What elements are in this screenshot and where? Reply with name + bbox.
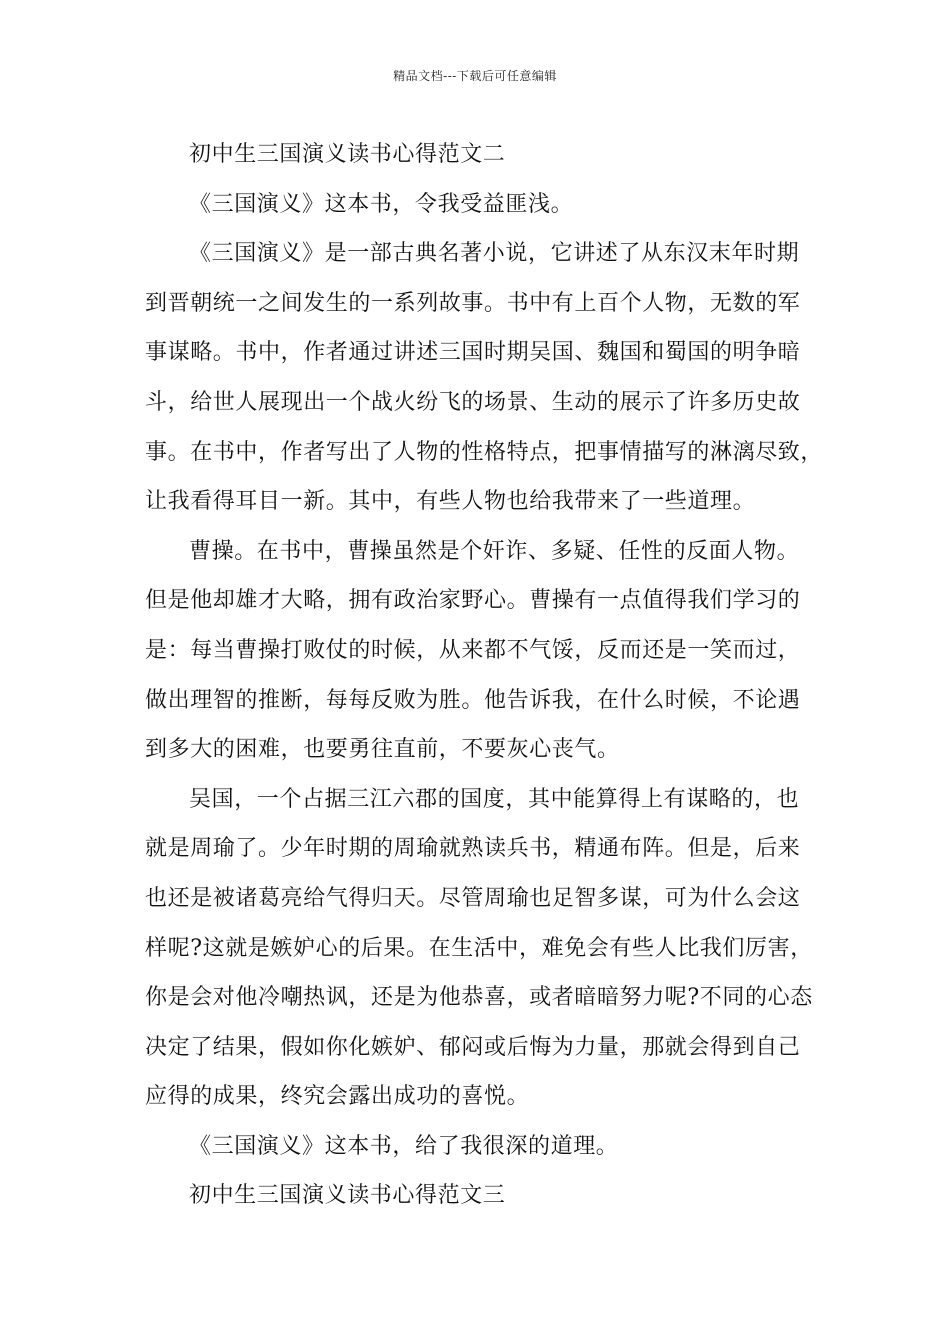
paragraph-line: 也还是被诸葛亮给气得归天。尽管周瑜也足智多谋，可为什么会这	[145, 885, 801, 911]
paragraph-line: 《三国演义》这本书，令我受益匪浅。	[189, 191, 574, 217]
paragraph-line: 应得的成果，终究会露出成功的喜悦。	[145, 1084, 530, 1110]
paragraph-line: 你是会对他冷嘲热讽，还是为他恭喜，或者暗暗努力呢?不同的心态	[145, 985, 813, 1011]
paragraph-line: 做出理智的推断，每每反败为胜。他告诉我，在什么时候，不论遇	[145, 687, 801, 713]
paragraph-line: 事谋略。书中，作者通过讲述三国时期吴国、魏国和蜀国的明争暗	[145, 340, 801, 366]
paragraph-line: 就是周瑜了。少年时期的周瑜就熟读兵书，精通布阵。但是，后来	[145, 836, 801, 862]
paragraph-line: 到晋朝统一之间发生的一系列故事。书中有上百个人物，无数的军	[145, 290, 801, 316]
paragraph-line: 样呢?这就是嫉妒心的后果。在生活中，难免会有些人比我们厉害，	[145, 935, 813, 961]
paragraph-line: 事。在书中，作者写出了人物的性格特点，把事情描写的淋漓尽致，	[145, 439, 824, 465]
paragraph-line: 《三国演义》是一部古典名著小说，它讲述了从东汉末年时期	[189, 241, 800, 267]
document-body	[145, 130, 825, 1221]
paragraph-line: 是：每当曹操打败仗的时候，从来都不气馁，反而还是一笑而过，	[145, 637, 801, 663]
paragraph-line: 但是他却雄才大略，拥有政治家野心。曹操有一点值得我们学习的	[145, 588, 801, 614]
paragraph-line: 曹操。在书中，曹操虽然是个奸诈、多疑、任性的反面人物。	[189, 538, 800, 564]
paragraph-line: 到多大的困难，也要勇往直前，不要灰心丧气。	[145, 737, 620, 763]
paragraph-line: 决定了结果，假如你化嫉妒、郁闷或后悔为力量，那就会得到自己	[145, 1034, 801, 1060]
paragraph-line: 《三国演义》这本书，给了我很深的道理。	[189, 1133, 619, 1159]
section-title: 初中生三国演义读书心得范文三	[189, 1183, 506, 1209]
paragraph-line: 让我看得耳目一新。其中，有些人物也给我带来了一些道理。	[145, 489, 756, 515]
paragraph-line: 斗，给世人展现出一个战火纷飞的场景、生动的展示了许多历史故	[145, 389, 801, 415]
section-title: 初中生三国演义读书心得范文二	[189, 142, 506, 167]
page-header: 精品文档---下载后可任意编辑	[393, 69, 557, 83]
paragraph-line: 吴国，一个占据三江六郡的国度，其中能算得上有谋略的，也	[189, 786, 800, 812]
